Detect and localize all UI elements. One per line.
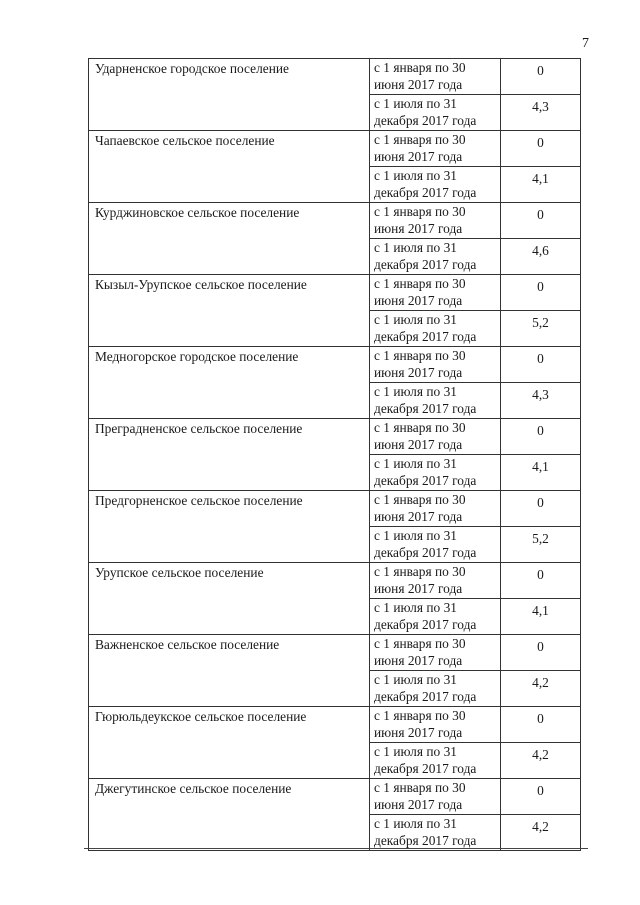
value-cell: 4,1: [501, 455, 581, 491]
settlement-name-cell: [89, 707, 370, 779]
period-line: с 1 января по 30: [374, 204, 466, 219]
settlement-name-cell: [89, 275, 370, 347]
settlement-name-cell: [89, 419, 370, 491]
value-cell: 0: [501, 203, 581, 239]
period-line: с 1 июля по 31: [374, 672, 457, 687]
period-cell: [370, 491, 501, 527]
period-line: с 1 января по 30: [374, 60, 466, 75]
value-cell: 0: [501, 131, 581, 167]
period-cell: [370, 311, 501, 347]
period-line: июня 2017 года: [374, 293, 463, 308]
settlement-name-cell: [89, 779, 370, 851]
value-cell: 0: [501, 419, 581, 455]
table-row: [89, 59, 581, 95]
settlement-name: Важненское сельское поселение: [95, 637, 280, 652]
settlement-name-cell: [89, 347, 370, 419]
table-row: [89, 419, 581, 455]
period-line: июня 2017 года: [374, 437, 463, 452]
settlements-tariff-table: [88, 58, 581, 851]
period-line: июня 2017 года: [374, 725, 463, 740]
table-row: [89, 131, 581, 167]
value-cell: 4,2: [501, 671, 581, 707]
table-row: [89, 707, 581, 743]
bottom-rule: [84, 848, 588, 849]
settlement-name-cell: [89, 131, 370, 203]
table-row: [89, 203, 581, 239]
period-cell: [370, 635, 501, 671]
settlement-name-cell: [89, 635, 370, 707]
period-cell: [370, 671, 501, 707]
period-line: с 1 января по 30: [374, 636, 466, 651]
period-line: с 1 января по 30: [374, 708, 466, 723]
period-line: с 1 июля по 31: [374, 312, 457, 327]
value-cell: 4,3: [501, 95, 581, 131]
period-line: июня 2017 года: [374, 653, 463, 668]
period-line: с 1 июля по 31: [374, 240, 457, 255]
period-line: декабря 2017 года: [374, 761, 477, 776]
settlement-name: Преградненское сельское поселение: [95, 421, 303, 436]
period-cell: [370, 275, 501, 311]
value-cell: 4,2: [501, 815, 581, 851]
period-cell: [370, 815, 501, 851]
period-line: декабря 2017 года: [374, 833, 477, 848]
value-cell: 4,6: [501, 239, 581, 275]
period-cell: [370, 131, 501, 167]
period-line: декабря 2017 года: [374, 185, 477, 200]
period-line: декабря 2017 года: [374, 329, 477, 344]
value-cell: 4,2: [501, 743, 581, 779]
period-cell: [370, 59, 501, 95]
table-row: [89, 491, 581, 527]
table-row: [89, 635, 581, 671]
period-line: июня 2017 года: [374, 581, 463, 596]
settlement-name: Джегутинское сельское поселение: [95, 781, 292, 796]
value-cell: 0: [501, 275, 581, 311]
settlement-name: Ударненское городское поселение: [95, 61, 289, 76]
settlement-name: Предгорненское сельское поселение: [95, 493, 303, 508]
value-cell: 0: [501, 59, 581, 95]
period-line: декабря 2017 года: [374, 113, 477, 128]
period-line: декабря 2017 года: [374, 401, 477, 416]
period-line: с 1 июля по 31: [374, 600, 457, 615]
period-line: с 1 января по 30: [374, 780, 466, 795]
period-line: декабря 2017 года: [374, 257, 477, 272]
value-cell: 0: [501, 779, 581, 815]
table-row: [89, 563, 581, 599]
value-cell: 0: [501, 347, 581, 383]
period-line: июня 2017 года: [374, 77, 463, 92]
period-cell: [370, 779, 501, 815]
value-cell: 4,1: [501, 167, 581, 203]
period-line: с 1 января по 30: [374, 564, 466, 579]
table-row: [89, 347, 581, 383]
settlement-name: Кызыл-Урупское сельское поселение: [95, 277, 307, 292]
period-line: с 1 июля по 31: [374, 456, 457, 471]
period-line: с 1 июля по 31: [374, 168, 457, 183]
value-cell: 0: [501, 491, 581, 527]
settlement-name-cell: [89, 59, 370, 131]
period-cell: [370, 239, 501, 275]
table-row: [89, 779, 581, 815]
period-cell: [370, 599, 501, 635]
period-cell: [370, 203, 501, 239]
period-line: декабря 2017 года: [374, 473, 477, 488]
period-line: с 1 января по 30: [374, 492, 466, 507]
period-line: с 1 июля по 31: [374, 384, 457, 399]
period-line: июня 2017 года: [374, 221, 463, 236]
value-cell: 0: [501, 563, 581, 599]
period-line: с 1 января по 30: [374, 276, 466, 291]
value-cell: 5,2: [501, 527, 581, 563]
period-line: с 1 января по 30: [374, 132, 466, 147]
period-line: июня 2017 года: [374, 149, 463, 164]
settlement-name: Гюрюльдеукское сельское поселение: [95, 709, 307, 724]
value-cell: 5,2: [501, 311, 581, 347]
settlement-name-cell: [89, 203, 370, 275]
value-cell: 0: [501, 635, 581, 671]
period-line: с 1 июля по 31: [374, 528, 457, 543]
period-line: июня 2017 года: [374, 509, 463, 524]
settlement-name: Чапаевское сельское поселение: [95, 133, 275, 148]
period-cell: [370, 563, 501, 599]
settlement-name-cell: [89, 491, 370, 563]
period-line: июня 2017 года: [374, 797, 463, 812]
value-cell: 0: [501, 707, 581, 743]
settlement-name-cell: [89, 563, 370, 635]
table-row: [89, 275, 581, 311]
period-cell: [370, 167, 501, 203]
value-cell: 4,1: [501, 599, 581, 635]
period-cell: [370, 455, 501, 491]
period-cell: [370, 527, 501, 563]
period-line: с 1 июля по 31: [374, 96, 457, 111]
period-cell: [370, 419, 501, 455]
settlement-name: Курджиновское сельское поселение: [95, 205, 300, 220]
period-cell: [370, 707, 501, 743]
page-number: 7: [582, 36, 589, 51]
period-line: с 1 июля по 31: [374, 816, 457, 831]
period-line: с 1 июля по 31: [374, 744, 457, 759]
period-line: с 1 января по 30: [374, 348, 466, 363]
period-cell: [370, 95, 501, 131]
settlement-name: Урупское сельское поселение: [95, 565, 264, 580]
period-cell: [370, 743, 501, 779]
period-cell: [370, 347, 501, 383]
period-line: декабря 2017 года: [374, 617, 477, 632]
period-line: июня 2017 года: [374, 365, 463, 380]
period-line: с 1 января по 30: [374, 420, 466, 435]
period-line: декабря 2017 года: [374, 545, 477, 560]
settlement-name: Медногорское городское поселение: [95, 349, 299, 364]
period-cell: [370, 383, 501, 419]
value-cell: 4,3: [501, 383, 581, 419]
period-line: декабря 2017 года: [374, 689, 477, 704]
